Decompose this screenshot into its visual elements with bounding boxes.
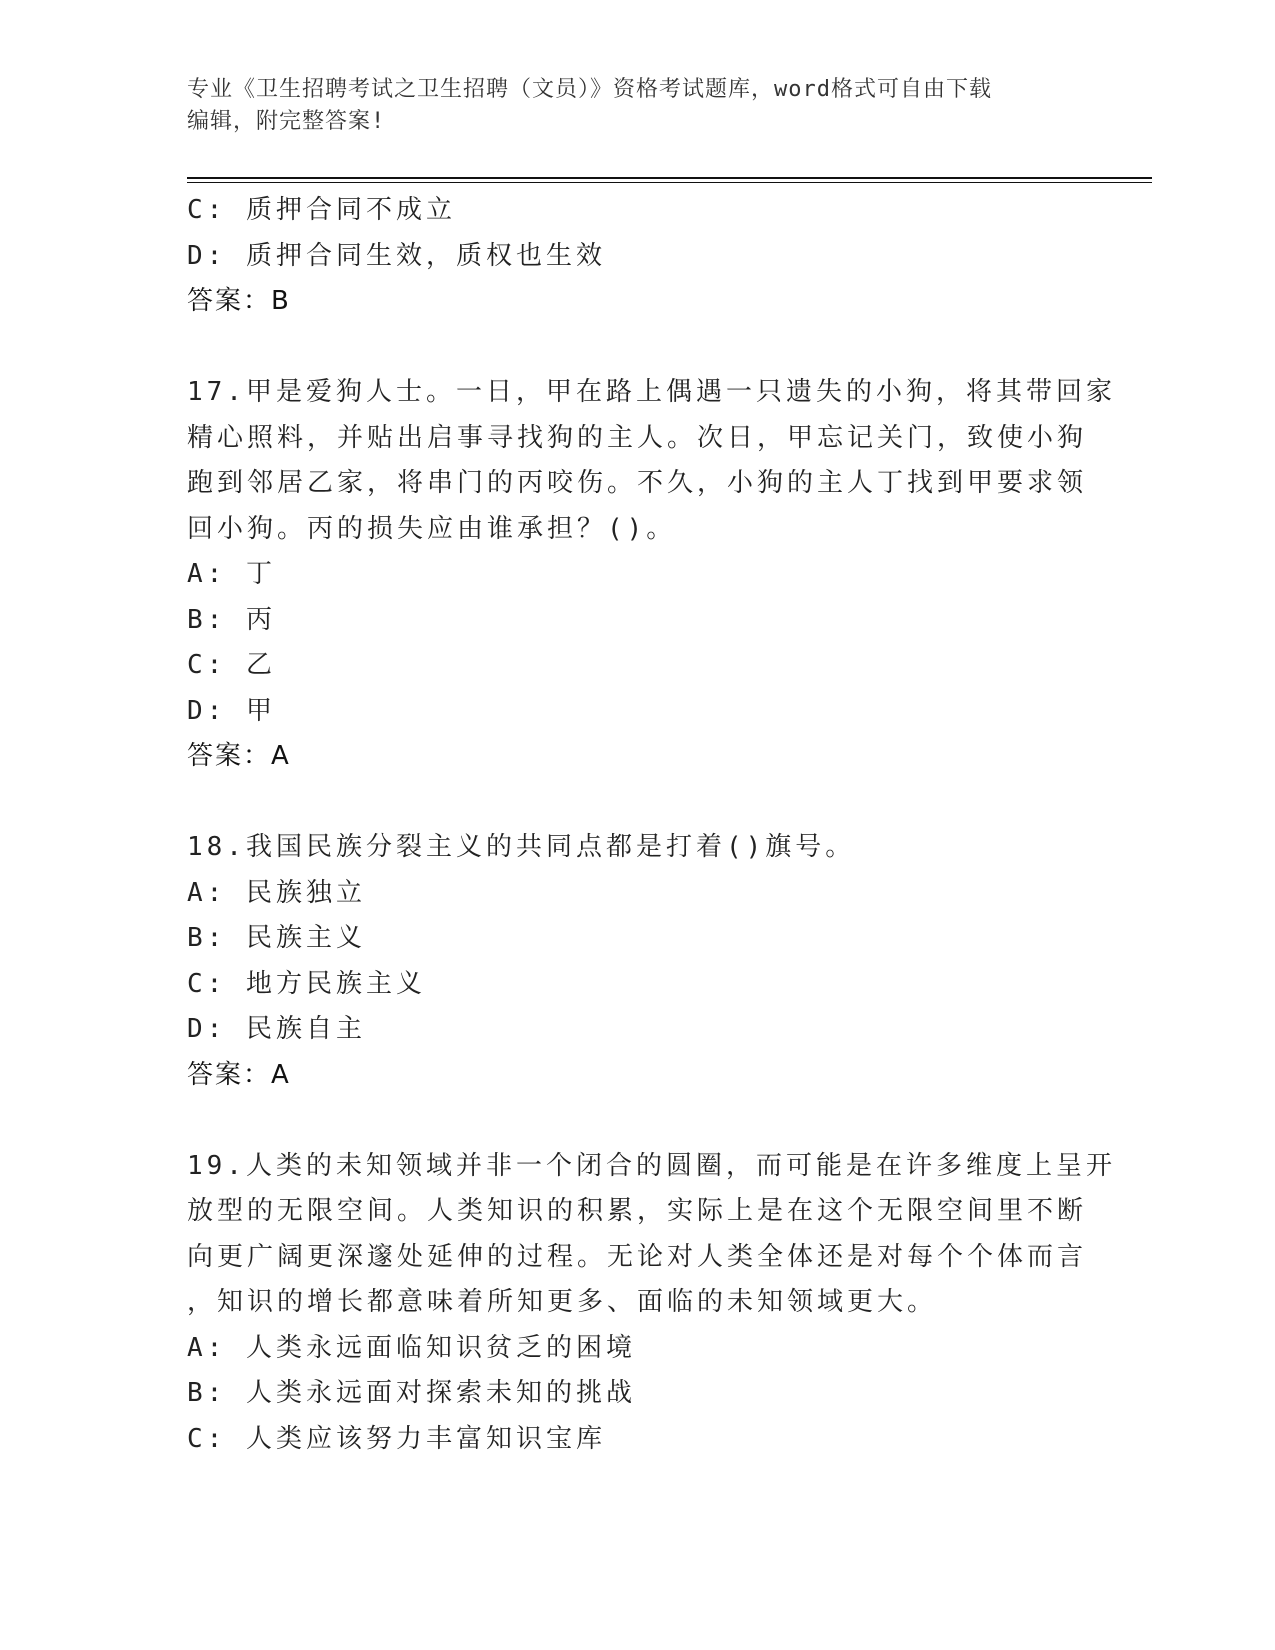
option-d: D: 甲	[187, 695, 276, 726]
question-stem-line: 17.甲是爱狗人士。一日，甲在路上偶遇一只遗失的小狗，将其带回家	[187, 377, 1116, 407]
question-stem-line: 精心照料，并贴出启事寻找狗的主人。次日，甲忘记关门，致使小狗	[187, 422, 1088, 453]
answer: 答案：A	[187, 741, 291, 771]
option-a: A: 民族独立	[187, 877, 366, 908]
answer: 答案：A	[187, 1059, 291, 1090]
option-c: C: 乙	[187, 650, 276, 680]
option-c: C: 人类应该努力丰富知识宝库	[187, 1423, 606, 1454]
page-header	[187, 74, 1067, 138]
spacer	[187, 780, 1087, 826]
question-stem-line: 回小狗。丙的损失应由谁承担？()。	[187, 513, 677, 544]
question-partial	[187, 188, 1087, 325]
option-c: C: 质押合同不成立	[187, 195, 456, 225]
option-b: B: 人类永远面对探索未知的挑战	[187, 1378, 636, 1408]
option-a: A: 人类永远面临知识贫乏的困境	[187, 1332, 636, 1363]
question-18	[187, 825, 1087, 1098]
header-line-1: 专业《卫生招聘考试之卫生招聘（文员）》资格考试题库，word格式可自由下载	[187, 77, 992, 102]
question-stem-line: 19.人类的未知领域并非一个闭合的圆圈，而可能是在许多维度上呈开	[187, 1150, 1116, 1181]
question-stem-line: 向更广阔更深邃处延伸的过程。无论对人类全体还是对每个个体而言	[187, 1241, 1088, 1272]
answer: 答案：B	[187, 286, 291, 316]
question-stem-line: 放型的无限空间。人类知识的积累，实际上是在这个无限空间里不断	[187, 1196, 1088, 1226]
option-d: D: 质押合同生效，质权也生效	[187, 240, 606, 271]
spacer	[187, 325, 1087, 371]
option-d: D: 民族自主	[187, 1014, 366, 1044]
header-line-2: 编辑，附完整答案!	[187, 109, 386, 134]
question-19	[187, 1144, 1116, 1463]
question-stem-line: 18.我国民族分裂主义的共同点都是打着()旗号。	[187, 832, 856, 862]
question-17	[187, 370, 1116, 780]
document-body	[187, 188, 1116, 1462]
question-stem-line: 跑到邻居乙家，将串门的丙咬伤。不久，小狗的主人丁找到甲要求领	[187, 468, 1088, 498]
header-divider	[187, 177, 1152, 183]
option-b: B: 丙	[187, 604, 276, 635]
option-a: A: 丁	[187, 559, 276, 589]
option-b: B: 民族主义	[187, 923, 366, 953]
spacer	[187, 1098, 1087, 1144]
option-c: C: 地方民族主义	[187, 968, 426, 999]
question-stem-line: ，知识的增长都意味着所知更多、面临的未知领域更大。	[187, 1287, 938, 1317]
